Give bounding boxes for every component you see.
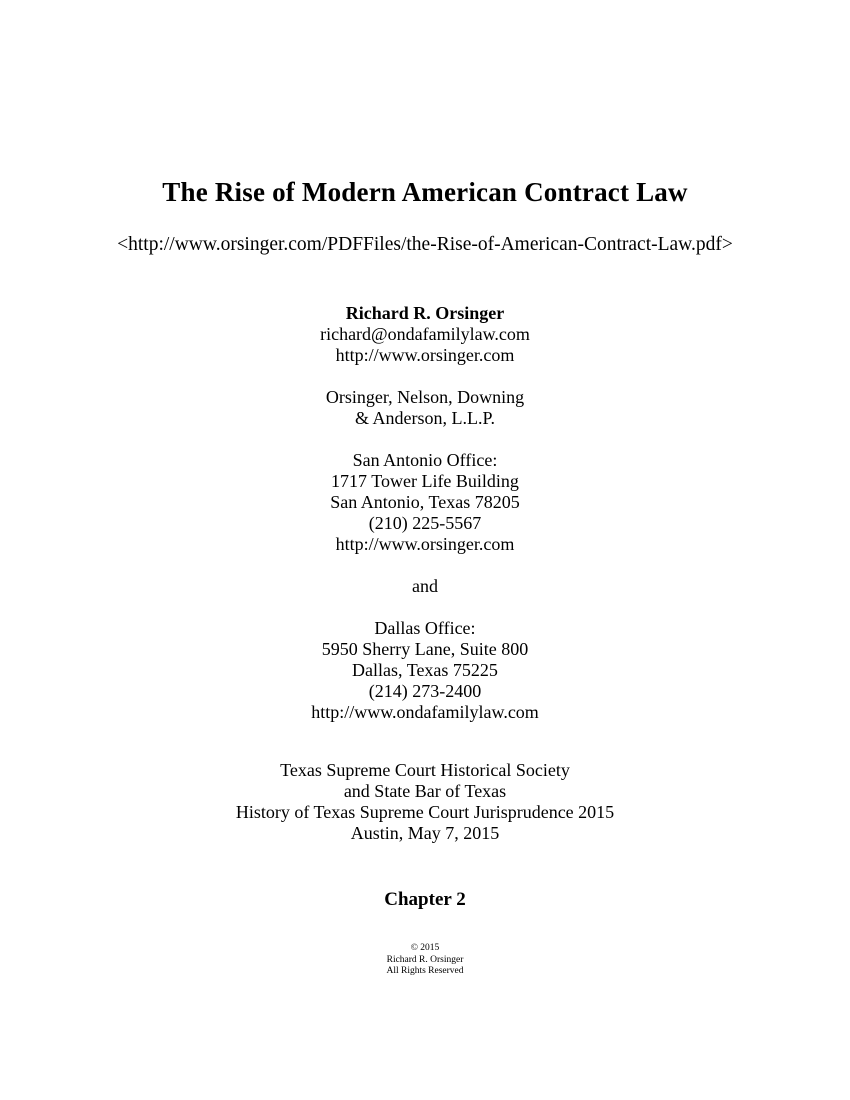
document-source-url: <http://www.orsinger.com/PDFFiles/the-Rise-of-American-Contract-Law.pdf> <box>117 234 733 255</box>
dallas-address-line2: Dallas, Texas 75225 <box>352 660 498 680</box>
dallas-address-line1: 5950 Sherry Lane, Suite 800 <box>321 639 529 659</box>
event-date-location: Austin, May 7, 2015 <box>350 823 500 843</box>
dallas-website: http://www.ondafamilylaw.com <box>311 702 539 722</box>
san-antonio-address-line1: 1717 Tower Life Building <box>331 471 519 491</box>
firm-name-line1: Orsinger, Nelson, Downing <box>325 387 525 407</box>
dallas-office-block <box>0 618 850 723</box>
copyright-holder: Richard R. Orsinger <box>386 954 464 965</box>
dallas-office-heading: Dallas Office: <box>374 618 476 638</box>
san-antonio-phone: (210) 225-5567 <box>368 513 482 533</box>
office-separator-text <box>0 576 850 597</box>
copyright-year: © 2015 <box>410 943 440 953</box>
copyright-block <box>0 943 850 978</box>
office-separator-label: and <box>412 576 438 596</box>
san-antonio-office-block <box>0 450 850 555</box>
author-email: richard@ondafamilylaw.com <box>320 324 530 344</box>
event-society: Texas Supreme Court Historical Society <box>280 760 570 780</box>
san-antonio-website: http://www.orsinger.com <box>335 534 515 554</box>
document-title: The Rise of Modern American Contract Law <box>162 177 688 207</box>
firm-name-block <box>0 387 850 429</box>
chapter-heading: Chapter 2 <box>384 889 466 910</box>
author-block <box>0 303 850 366</box>
event-block <box>0 760 850 844</box>
copyright-rights: All Rights Reserved <box>386 966 464 976</box>
dallas-phone: (214) 273-2400 <box>368 681 482 701</box>
author-name: Richard R. Orsinger <box>345 303 505 323</box>
event-state-bar: and State Bar of Texas <box>343 781 507 801</box>
event-course-title: History of Texas Supreme Court Jurisprudence 2015 <box>235 802 615 822</box>
author-website: http://www.orsinger.com <box>335 345 515 365</box>
firm-name-line2: & Anderson, L.L.P. <box>354 408 495 428</box>
san-antonio-office-heading: San Antonio Office: <box>352 450 498 470</box>
san-antonio-address-line2: San Antonio, Texas 78205 <box>330 492 520 512</box>
